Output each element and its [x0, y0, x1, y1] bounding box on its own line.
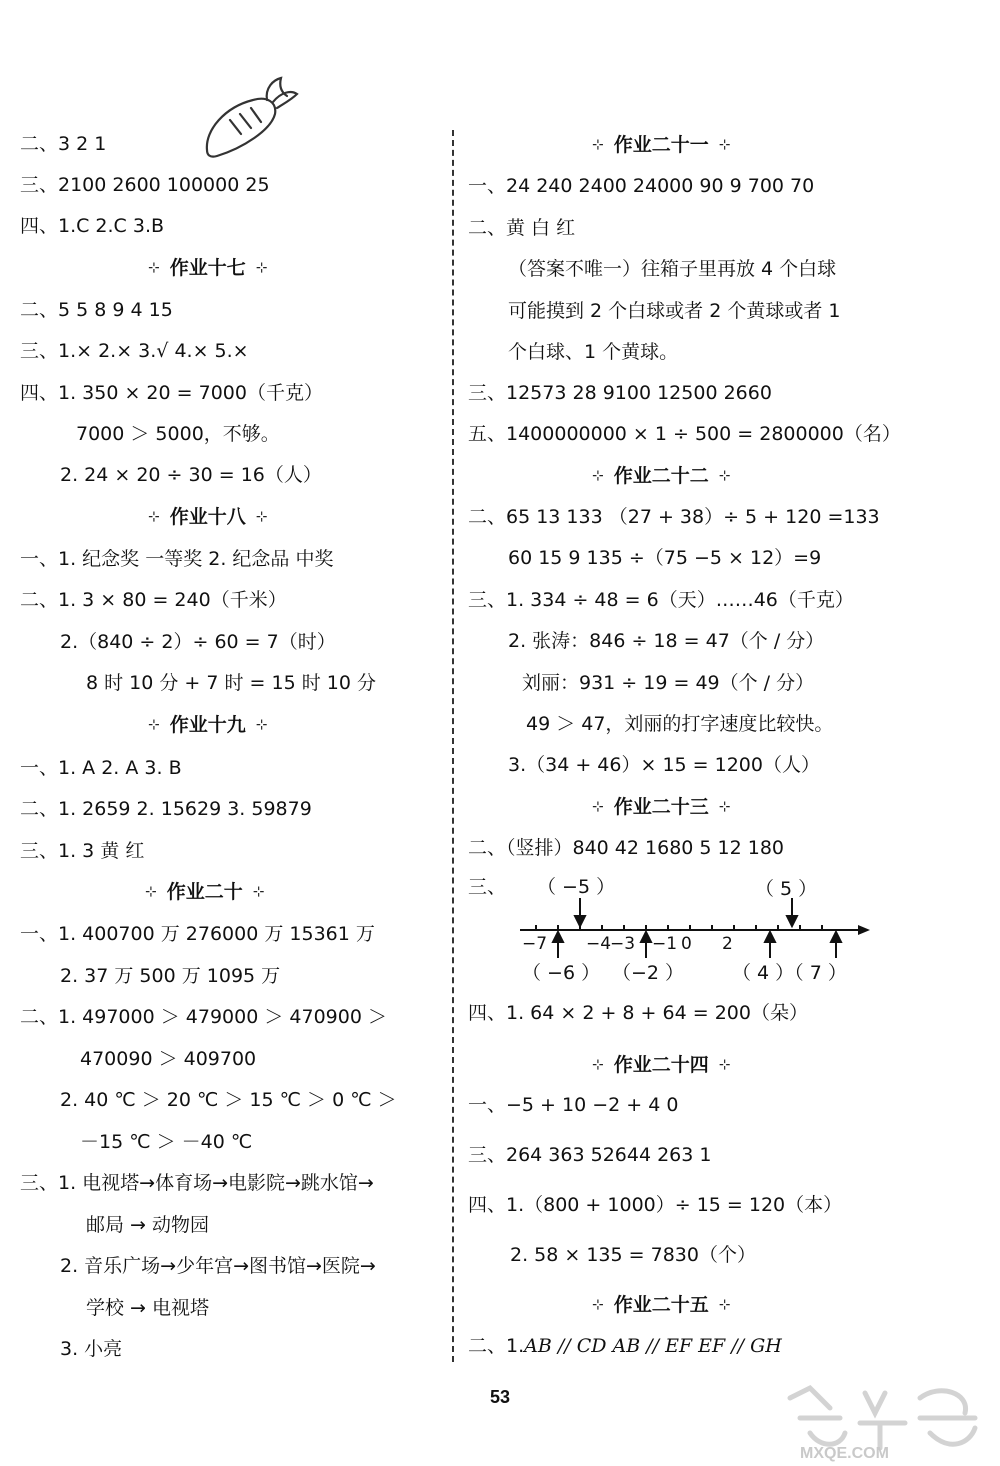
heading-text: 作业二十一	[613, 134, 709, 156]
answer-line: 学校 → 电视塔	[86, 1297, 209, 1319]
heading-text: 作业二十四	[613, 1054, 709, 1076]
answer-line: 一、−5 + 10 −2 + 4 0	[468, 1094, 679, 1116]
heading-text: 作业十八	[169, 506, 246, 528]
tick-label: −1	[652, 934, 678, 954]
answer-line: －15 ℃ ＞ －40 ℃	[80, 1131, 253, 1153]
heading-text: 作业二十	[166, 881, 243, 903]
tick-label: 0	[681, 934, 692, 954]
ornament-icon: ⊹	[718, 1057, 731, 1073]
answer-line: 二、65 13 133 （27 + 38）÷ 5 + 120 =133	[468, 506, 880, 528]
section-heading	[592, 1292, 730, 1318]
carrot-illustration	[195, 72, 300, 167]
number-line-arrows-top	[520, 896, 870, 930]
answer-line: 三、2100 2600 100000 25	[20, 174, 270, 196]
answer-line: 三、12573 28 9100 12500 2660	[468, 382, 772, 404]
tick-label: −3	[610, 934, 636, 954]
tick-label: −7	[522, 934, 548, 954]
answer-line: （答案不唯一）往箱子里再放 4 个白球	[508, 258, 837, 280]
section-heading	[148, 504, 267, 530]
heading-text: 作业二十二	[613, 465, 709, 487]
ornament-icon: ⊹	[252, 884, 265, 900]
number-line-answer: （ 5 ）	[755, 878, 818, 900]
ornament-icon: ⊹	[592, 1057, 604, 1073]
number-line-arrows-bottom	[520, 930, 870, 960]
tick-label: −4	[586, 934, 612, 954]
answer-line: 二、1. 3 × 80 = 240（千米）	[20, 589, 287, 611]
answer-line: 二、黄 白 红	[468, 217, 576, 239]
ornament-icon: ⊹	[148, 509, 160, 525]
answer-line: 7000 ＞ 5000，不够。	[76, 423, 280, 445]
answer-line: 三、264 363 52644 263 1	[468, 1144, 712, 1166]
section-heading	[148, 712, 267, 738]
number-line-answer: （ 4 ）（ 7 ）	[732, 962, 847, 984]
answer-line: 三、1. 3 黄 红	[20, 840, 145, 862]
answer-line: 2. 张涛：846 ÷ 18 = 47（个 / 分）	[508, 630, 825, 652]
section-heading	[145, 879, 264, 905]
ornament-icon: ⊹	[718, 799, 731, 815]
ornament-icon: ⊹	[255, 509, 268, 525]
answer-line: 一、1. 纪念奖 一等奖 2. 纪念品 中奖	[20, 548, 334, 570]
ornament-icon: ⊹	[145, 884, 157, 900]
answer-line: 三、1.× 2.× 3.√ 4.× 5.×	[20, 340, 249, 362]
heading-text: 作业二十三	[613, 796, 709, 818]
answer-line: 8 时 10 分 + 7 时 = 15 时 10 分	[86, 672, 376, 694]
answer-line	[468, 1333, 782, 1359]
ornament-icon: ⊹	[718, 468, 731, 484]
answer-line: 一、24 240 2400 24000 90 9 700 70	[468, 175, 815, 197]
answer-line: 二、（竖排）840 42 1680 5 12 180	[468, 837, 785, 859]
answer-line: 三、	[468, 876, 507, 898]
ornament-icon: ⊹	[255, 717, 268, 733]
answer-line: 邮局 → 动物园	[86, 1214, 209, 1236]
answer-line: 49 ＞ 47，刘丽的打字速度比较快。	[526, 713, 834, 735]
answer-line: 一、1. A 2. A 3. B	[20, 757, 182, 779]
answer-line: 3.（34 + 46）× 15 = 1200（人）	[508, 754, 820, 776]
answer-line: 60 15 9 135 ÷（75 −5 × 12）=9	[508, 547, 822, 569]
answer-line: 二、5 5 8 9 4 15	[20, 299, 173, 321]
answer-line: 二、1. 2659 2. 15629 3. 59879	[20, 798, 312, 820]
heading-text: 作业二十五	[613, 1294, 709, 1316]
ornament-icon: ⊹	[592, 799, 604, 815]
tick-label: 2	[722, 934, 733, 954]
ornament-icon: ⊹	[718, 137, 731, 153]
watermark-text: MXQE.COM	[800, 1445, 889, 1462]
section-heading	[592, 132, 730, 158]
ornament-icon: ⊹	[255, 260, 268, 276]
ornament-icon: ⊹	[592, 468, 604, 484]
number-line-answer: （ −5 ）	[537, 876, 616, 898]
ornament-icon: ⊹	[148, 260, 160, 276]
page-number: 53	[489, 1387, 511, 1407]
answer-line: 2. 37 万 500 万 1095 万	[60, 965, 281, 987]
answer-line: 三、1. 334 ÷ 48 = 6（天）……46（千克）	[468, 589, 854, 611]
section-heading	[592, 794, 730, 820]
column-divider	[452, 130, 454, 1362]
answer-line: 二、1. 497000 ＞ 479000 ＞ 470900 ＞	[20, 1006, 387, 1028]
heading-text: 作业十九	[169, 714, 246, 736]
section-heading	[148, 255, 267, 281]
section-heading	[592, 463, 730, 489]
answer-line: 四、1.（800 + 1000）÷ 15 = 120（本）	[468, 1194, 843, 1216]
answer-prefix: 二、1.	[468, 1335, 525, 1357]
answer-line: 刘丽：931 ÷ 19 = 49（个 / 分）	[522, 672, 815, 694]
number-line-answer: （−2 ）	[612, 962, 685, 984]
number-line-answer: （ −6 ）	[522, 962, 601, 984]
ornament-icon: ⊹	[592, 1297, 604, 1313]
ornament-icon: ⊹	[148, 717, 160, 733]
ornament-icon: ⊹	[592, 137, 604, 153]
answer-line: 2.（840 ÷ 2）÷ 60 = 7（时）	[60, 631, 336, 653]
answer-line: 2. 24 × 20 ÷ 30 = 16（人）	[60, 464, 322, 486]
answer-line: 三、1. 电视塔→体育场→电影院→跳水馆→	[20, 1172, 374, 1194]
answer-line: 一、1. 400700 万 276000 万 15361 万	[20, 923, 375, 945]
heading-text: 作业十七	[169, 257, 246, 279]
answer-line: 2. 40 ℃ ＞ 20 ℃ ＞ 15 ℃ ＞ 0 ℃ ＞	[60, 1089, 397, 1111]
answer-line: 五、1400000000 × 1 ÷ 500 = 2800000（名）	[468, 423, 901, 445]
answer-line: 四、1.C 2.C 3.B	[20, 215, 165, 237]
answer-line: 2. 58 × 135 = 7830（个）	[510, 1244, 756, 1266]
answer-line: 2. 音乐广场→少年宫→图书馆→医院→	[60, 1255, 376, 1277]
answer-line: 可能摸到 2 个白球或者 2 个黄球或者 1	[508, 300, 841, 322]
answer-line: 3. 小亮	[60, 1338, 123, 1360]
answer-line: 四、1. 64 × 2 + 8 + 64 = 200（朵）	[468, 1002, 808, 1024]
parallel-lines-answer: AB // CD AB // EF EF // GH	[524, 1335, 782, 1357]
ornament-icon: ⊹	[718, 1297, 731, 1313]
answer-line: 四、1. 350 × 20 = 7000（千克）	[20, 382, 323, 404]
section-heading	[592, 1052, 730, 1078]
answer-line: 个白球、1 个黄球。	[508, 341, 679, 363]
answer-line: 470090 ＞ 409700	[80, 1048, 257, 1070]
answer-line: 二、3 2 1	[20, 133, 107, 155]
